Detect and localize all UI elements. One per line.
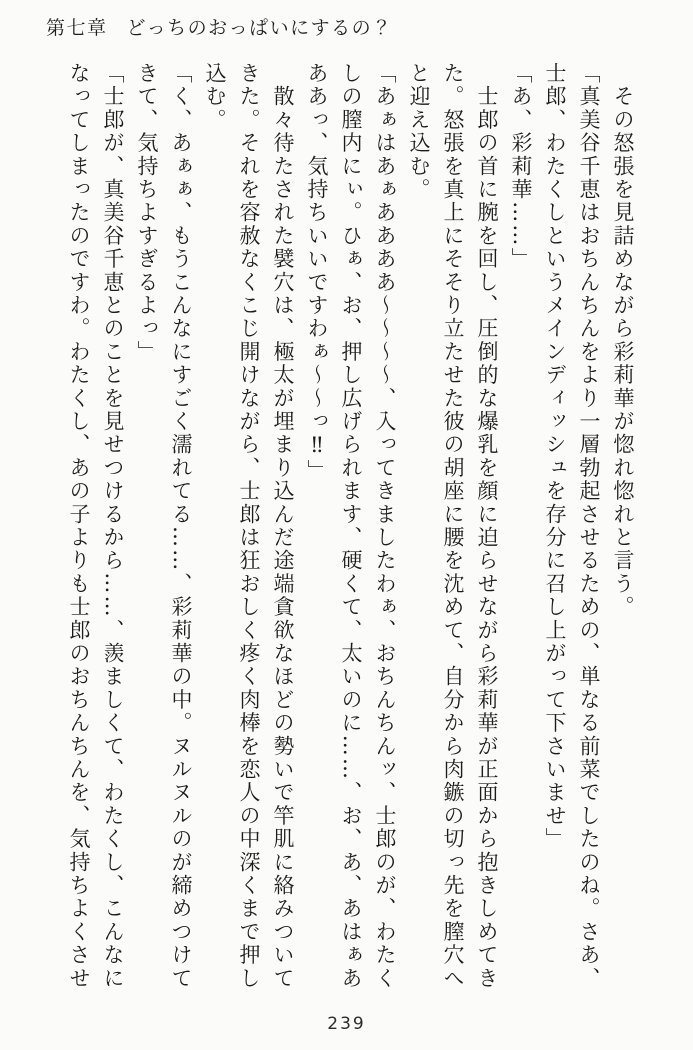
- text-line: その怒張を見詰めながら彩莉華が惚れ惚れと言う。: [611, 62, 635, 619]
- text-line: きた。それを容赦なくこじ開けながら、士郎は狂おしく疼く肉棒を恋人の中深くまで押し: [237, 62, 261, 990]
- text-line: 「士郎が、真美谷千恵とのことを見せつけるから……、羨ましくて、わたくし、こんなに: [101, 62, 125, 990]
- text-line: 散々待たされた襞穴は、極太が埋まり込んだ途端貪欲なほどの勢いで竿肌に絡みついて: [271, 62, 295, 990]
- chapter-header: [46, 13, 393, 40]
- body-text-block: [62, 62, 640, 1002]
- text-line: 士郎、わたくしというメインディッシュを存分に召し上がって下さいませ」: [543, 62, 567, 851]
- text-line: なってしまったのですわ。わたくし、あの子よりも士郎のおちんちんを、気持ちよくさせ: [67, 62, 91, 990]
- text-line: 「あ、彩莉華……」: [509, 62, 533, 271]
- text-line: 「真美谷千恵はおちんちんをより一層勃起させるための、単なる前菜でしたのね。さあ、: [577, 62, 601, 990]
- text-line: きて、気持ちよすぎるよっ」: [135, 62, 159, 364]
- text-line: た。怒張を真上にそそり立たせた彼の胡座に腰を沈めて、自分から肉鏃の切っ先を膣穴へ: [441, 62, 465, 991]
- text-line: と迎え込む。: [407, 62, 431, 202]
- text-line: 込む。: [203, 62, 227, 132]
- text-line: 「あぁはあぁああああ〜〜〜〜、入ってきましたわぁ、おちんちんッ、士郎のが、わたく: [373, 62, 397, 990]
- chapter-title: どっちのおっぱいにするの？: [126, 17, 393, 39]
- text-line: 「く、あぁぁ、もうこんなにすごく濡れてる……、彩莉華の中。ヌルヌルのが締めつけて: [169, 62, 193, 990]
- text-line: しの膣内にぃ。ひぁ、お、押し広げられます、硬くて、太いのに……、お、あ、あはぁあ: [339, 62, 363, 990]
- page-number: 239: [327, 1014, 366, 1034]
- text-line: ああっ、気持ちいいですわぁ〜〜っ‼」: [305, 62, 329, 483]
- chapter-label: 第七章: [46, 17, 108, 39]
- text-line: 士郎の首に腕を回し、圧倒的な爆乳を顔に迫らせながら彩莉華が正面から抱きしめてき: [475, 62, 499, 990]
